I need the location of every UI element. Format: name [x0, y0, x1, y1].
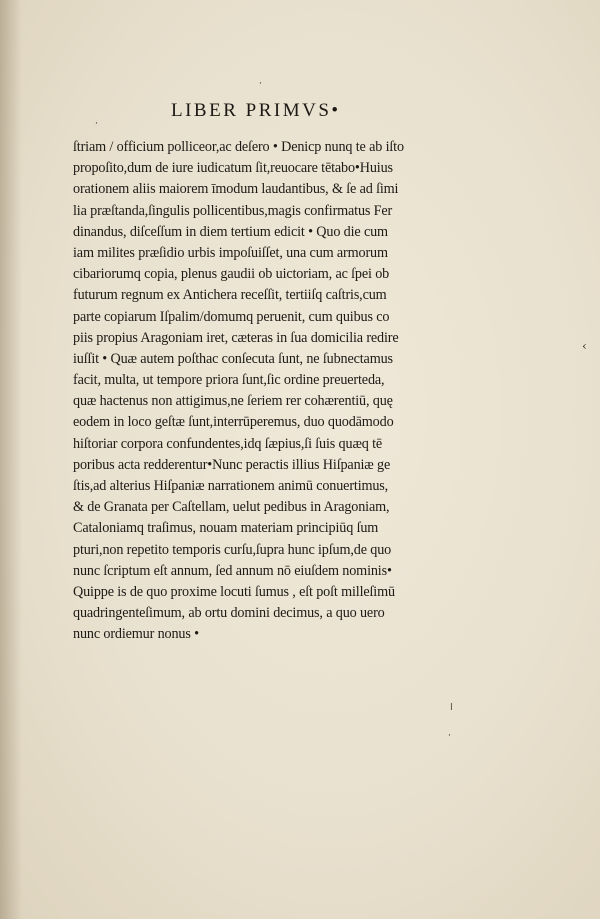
running-head: LIBER PRIMVS• — [171, 100, 341, 121]
text-line: dinandus, diſceſſum in diem tertium edicit • Quo die cum — [73, 223, 388, 240]
text-line: nunc ſcriptum eſt annum, ſed annum nō eiuſdem nominis• — [73, 562, 392, 579]
binding-shadow — [0, 0, 22, 919]
margin-mark: ‹ — [582, 339, 587, 353]
text-line: pturi,non repetito temporis curſu,ſupra hunc ipſum,de quo — [73, 541, 392, 558]
text-line: propoſito,dum de iure iudicatum ſit,reuocare tētabo•Huius — [73, 160, 393, 177]
text-line: & de Granata per Caſtellam, uelut pedibus in Aragoniam, — [73, 499, 390, 516]
text-line: cibariorumq copia, plenus gaudii ob uictoriam, ac ſpei ob — [73, 266, 390, 283]
text-line: hiſtoriar corpora confundentes,idq ſæpius,ſi ſuis quæq tē — [73, 435, 383, 452]
text-line: ſtis,ad alterius Hiſpaniæ narrationem animū conuertimus, — [73, 478, 389, 494]
text-line: poribus acta redderentur•Nunc peractis illius Hiſpaniæ ge — [73, 456, 391, 473]
text-line: futurum regnum ex Antichera receſſit, tertiiſq caſtris,cum — [73, 287, 387, 304]
text-block — [73, 137, 465, 646]
text-line: quadringenteſimum, ab ortu domini decimus, a quo uero — [73, 605, 385, 622]
text-line: piis propius Aragoniam iret, cæteras in ſua domicilia redire — [73, 329, 399, 346]
text-line: ſtriam / officium polliceor,ac deſero • Denicp nunq te ab iſto — [73, 139, 404, 155]
text-line: Quippe is de quo proxime locuti ſumus , eſt poſt milleſimū — [73, 583, 395, 600]
text-line: iuſſit • Quæ autem poſthac conſecuta ſunt, ne ſubnectamus — [73, 350, 393, 367]
text-line: quæ hactenus non attigimus,ne ſeriem rer cohærentiū, quę — [73, 393, 393, 410]
ink-speck: · — [259, 79, 262, 89]
text-line: lia præſtanda,ſingulis pollicentibus,magis confirmatus Fer — [73, 202, 393, 219]
text-line: parte copiarum Iſpalim/domumq peruenit, cum quibus co — [73, 308, 390, 325]
text-line: Cataloniamq traſimus, nouam materiam principiūq ſum — [73, 520, 379, 537]
text-line: eodem in loco geſtæ ſunt,interrūperemus, duo quodāmodo — [73, 414, 394, 431]
text-line: iam milites præſidio urbis impoſuiſſet, una cum armorum — [73, 244, 388, 261]
text-line: nunc ordiemur nonus • — [73, 626, 199, 643]
text-line: facit, multa, ut tempore priora ſunt,ſic ordine preuerteda, — [73, 372, 385, 389]
ink-speck: ǀ — [450, 703, 453, 713]
ink-speck: · — [448, 731, 451, 741]
ink-speck: · — [95, 119, 98, 129]
text-line: orationem aliis maiorem īmodum laudantibus, & ſe ad ſimi — [73, 181, 399, 198]
